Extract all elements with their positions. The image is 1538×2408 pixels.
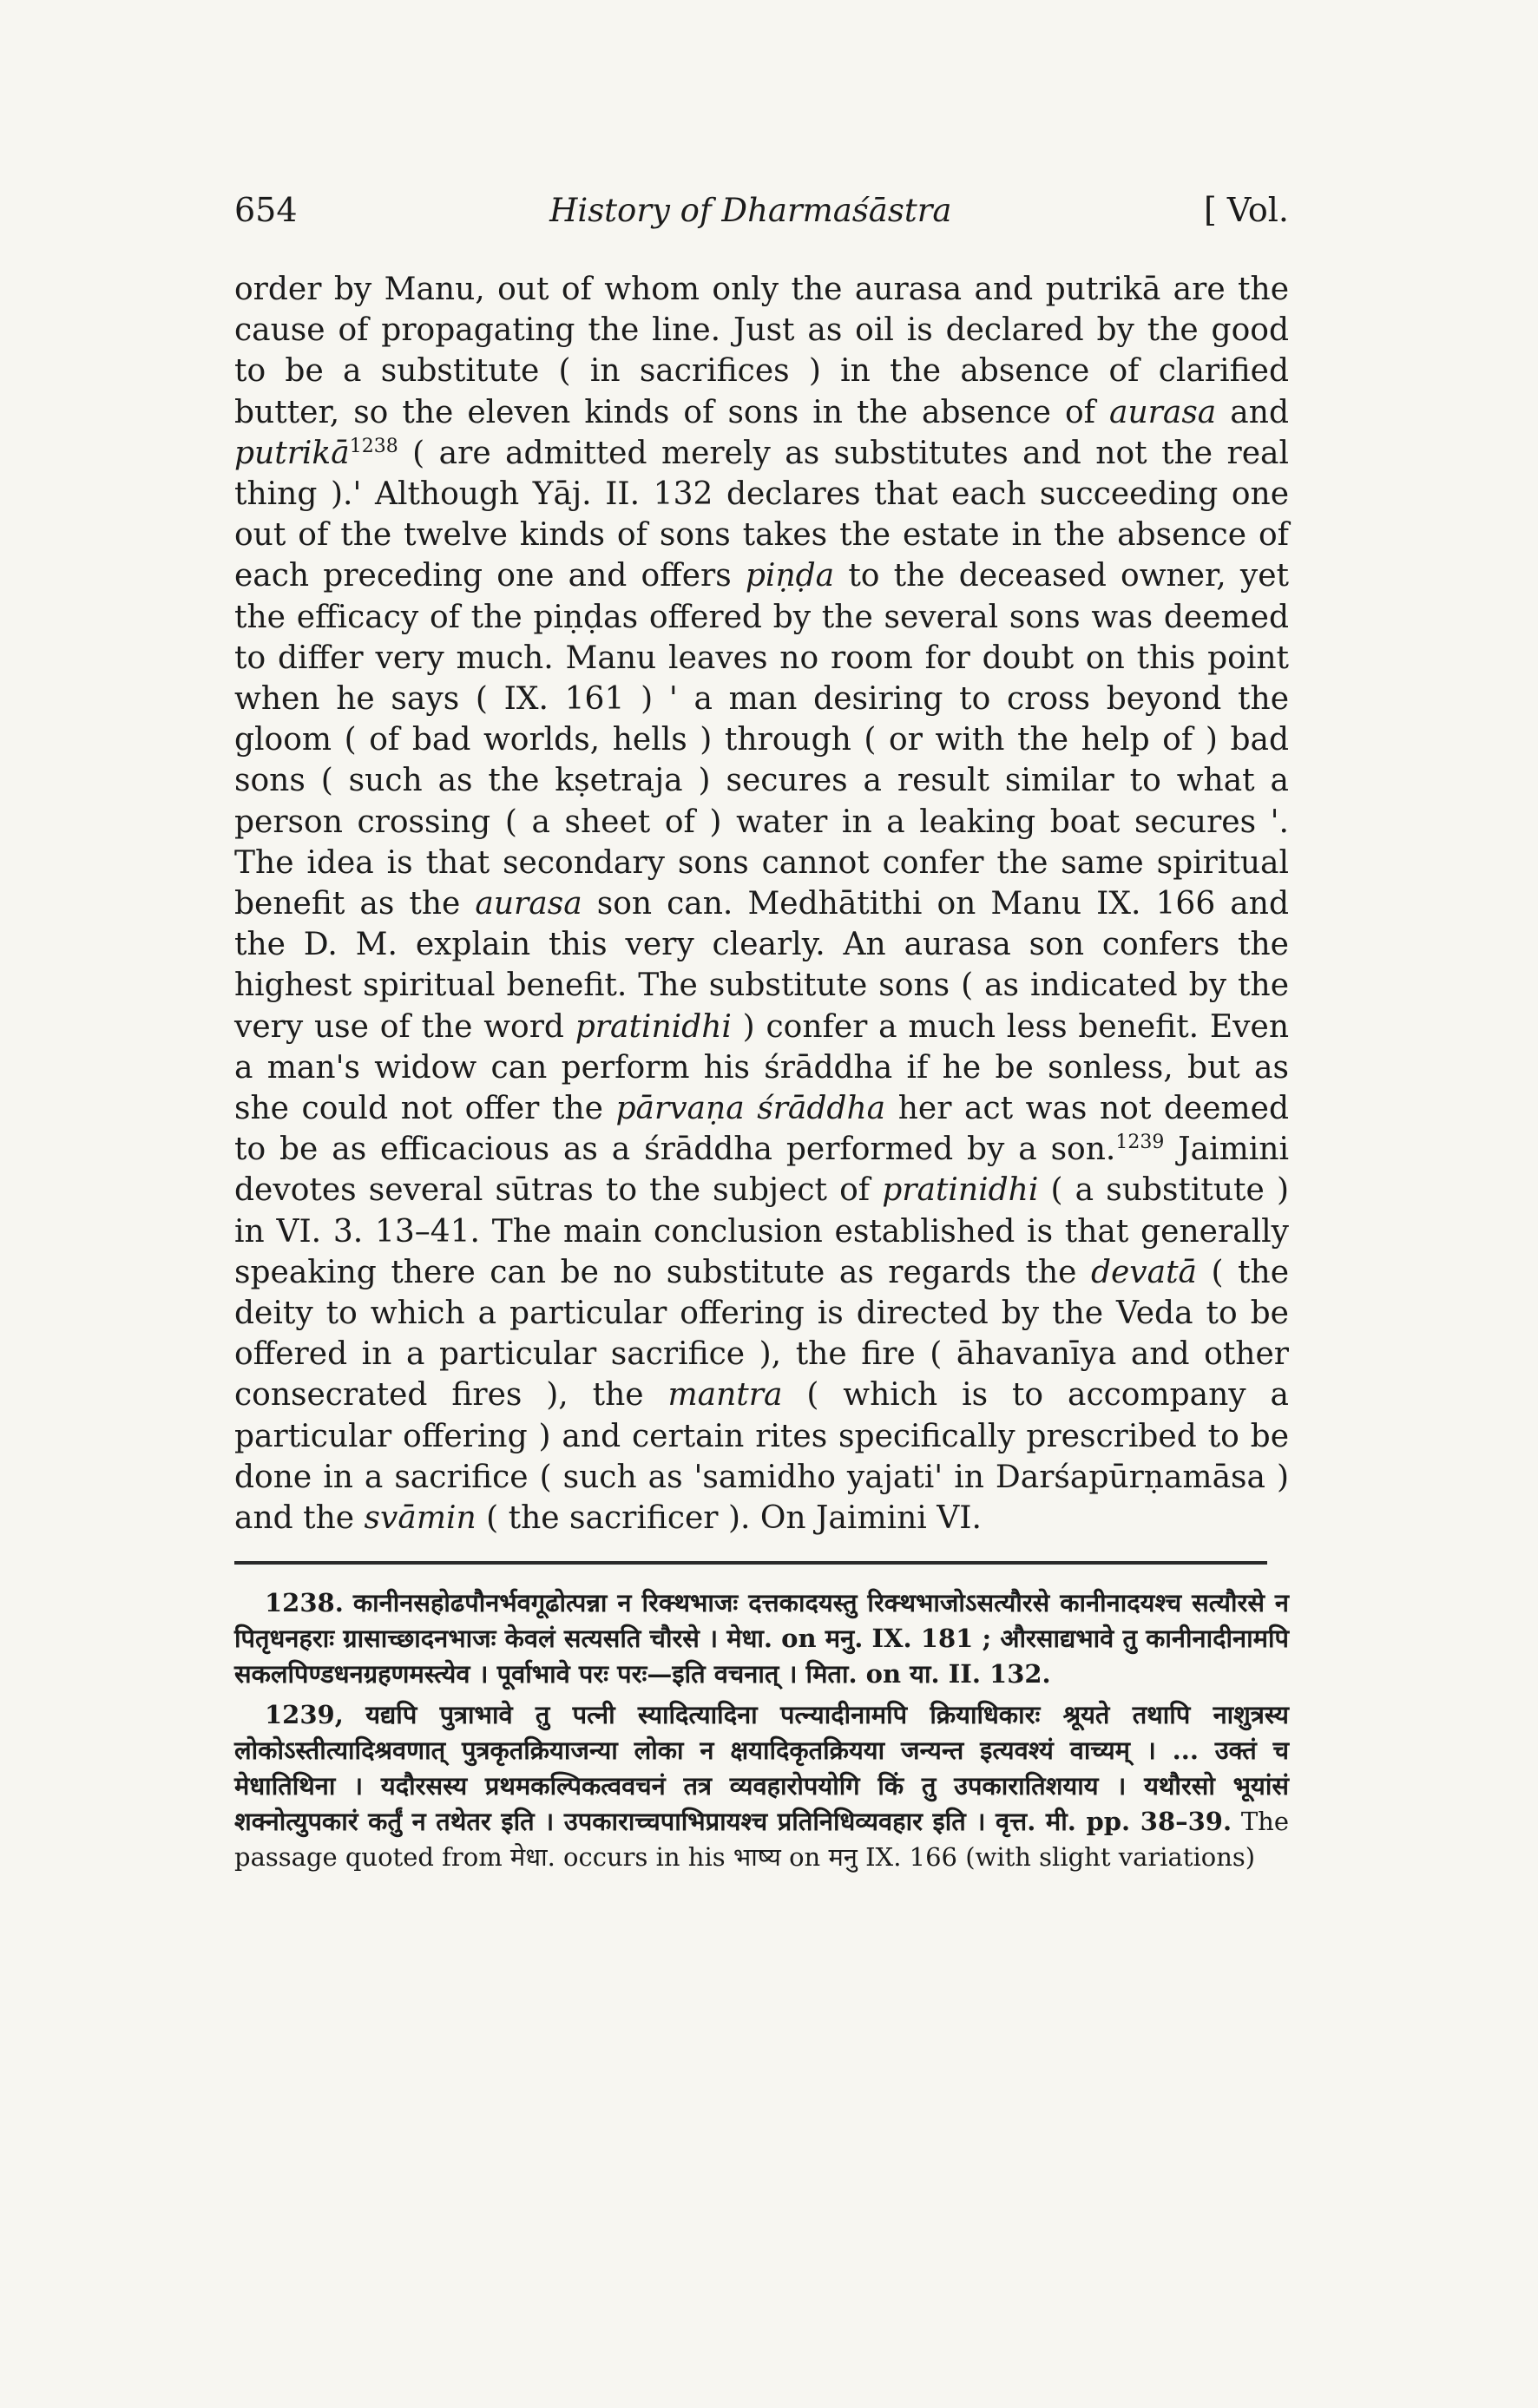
footnote-text: कानीनसहोढपौनर्भवगूढोत्पन्ना न रिक्थभाजः दत्तकादयस्तु रिक्थभाजोऽसत्यौरसे कानीनादयश्च सत्यौरसे न पितृधनहराः ग्रासाच्छादनभाजः केवलं सत्यसति चौरसे । मेधा. on मनु. IX. 181 ; औरसाद्यभावे तु कानीनादीनामपि सकलपिण्डधनग्रहणमस्त्येव । पूर्वाभावे परः परः—इति वचनात् । मिता. on या. II. 132.	[234, 1588, 1289, 1690]
text-segment: Jaimini devotes several sūtras to the subject of	[234, 1132, 1289, 1209]
footnote-text: यद्यपि पुत्राभावे तु पत्नी स्यादित्यादिना पत्न्यादीनामपि क्रियाधिकारः श्रूयते तथापि नाशुत्रस्य लोकोऽस्तीत्यादिश्रवणात् पुत्रकृतक्रियाजन्या लोका न क्षयादिकृतक्रियया जन्यन्त इत्यवश्यं वाच्यम् । ... उक्तं च मेधातिथिना । यदौरसस्य प्रथमकल्पिकत्ववचनं तत्र व्यवहारोपयोगि किं तु उपकारातिशयाय । यथौरसो भूयांसं शक्नोत्युपकारं कर्तुं न तथेतर इति । उपकाराच्चपाभिप्रायश्च प्रतिनिधिव्यवहार इति । वृत्त. मी. pp. 38–39.	[234, 1700, 1290, 1837]
running-title: History of Dharmaśāstra	[549, 192, 952, 229]
italic-term: putrikā	[234, 435, 350, 471]
text-segment: ( the deity to which a particular offering is directed by the Veda to be offered in a particular sacrifice ), the fire ( āhavanīya and other consecrated fires ), the	[234, 1254, 1290, 1414]
italic-term: aurasa	[475, 886, 582, 922]
italic-term: mantra	[667, 1377, 783, 1414]
footnote-number: 1239,	[265, 1700, 344, 1730]
text-segment: ( are admitted merely as substitutes and not the real thing ).' Although Yāj. II. 132 declares that each succeeding one out of the twelve kinds of sons takes the estate in the absence of each preceding one and offers	[234, 435, 1289, 594]
text-segment: ) confer a much less benefit. Even a man's widow can perform his śrāddha if he be sonless, but as she could not offer the	[234, 1008, 1290, 1127]
footnote-1238	[234, 1585, 1289, 1692]
italic-term: pratinidhi	[575, 1008, 732, 1045]
italic-term: aurasa	[1109, 394, 1217, 430]
italic-term: pārvaṇa śrāddha	[615, 1091, 886, 1127]
footnote-english-note: The passage quoted from मेधा. occurs in his भाष्य on मनु IX. 166 (with slight variations)	[234, 1807, 1290, 1873]
italic-term: devatā	[1090, 1254, 1198, 1290]
page-header	[234, 191, 1289, 243]
main-text	[234, 269, 1289, 1539]
footnote-ref-1238[interactable]: 1238	[349, 435, 398, 457]
text-segment: and	[1216, 394, 1289, 430]
page-number: 654	[234, 191, 298, 229]
text-segment: her act was not deemed to be as efficacious as a śrāddha performed by a son.	[234, 1091, 1290, 1168]
volume-label: [ Vol.	[1204, 191, 1289, 229]
main-paragraph	[234, 269, 1289, 1539]
footnote-number: 1238.	[265, 1588, 344, 1618]
text-segment: order by Manu, out of whom only the aurasa and putrikā are the cause of propagating the line. Just as oil is declared by the good to be a substitute ( in sacrifices ) in the absence of clarified butter, so the eleven kinds of sons in the absence of	[234, 272, 1289, 430]
italic-term: svāmin	[364, 1500, 477, 1537]
text-segment: ( a substitute ) in VI. 3. 13–41. The main conclusion established is that generally speaking there can be no substitute as regards the	[234, 1172, 1289, 1290]
text-segment: to the deceased owner, yet the efficacy of the piṇḍas offered by the several sons was deemed to differ very much. Manu leaves no room for doubt on this point when he says ( IX. 161 ) ' a man desiring to cross beyond the gloom ( of bad worlds, hells ) through ( or with the help of ) bad sons ( such as the kṣetraja ) secures a result similar to what a person crossing ( a sheet of ) water in a leaking boat secures '. The idea is that secondary sons cannot confer the same spiritual benefit as the	[234, 558, 1289, 922]
italic-term: pratinidhi	[882, 1172, 1039, 1209]
text-segment: ( which is to accompany a particular offering ) and certain rites specifically prescribed to be done in a sacrifice ( such as 'samidho yajati' in Darśapūrṇamāsa ) and the	[234, 1377, 1289, 1537]
book-page	[234, 191, 1289, 1880]
footnote-1239	[234, 1697, 1289, 1875]
footnote-divider	[234, 1561, 1267, 1565]
text-segment: son can. Medhātithi on Manu IX. 166 and the D. M. explain this very clearly. An aurasa son confers the highest spiritual benefit. The substitute sons ( as indicated by the very use of the word	[234, 886, 1289, 1045]
italic-term: piṇḍa	[745, 558, 835, 594]
text-segment: ( the sacrificer ). On Jaimini VI.	[476, 1500, 982, 1537]
footnote-ref-1239[interactable]: 1239	[1115, 1132, 1165, 1154]
footnotes	[234, 1585, 1289, 1875]
